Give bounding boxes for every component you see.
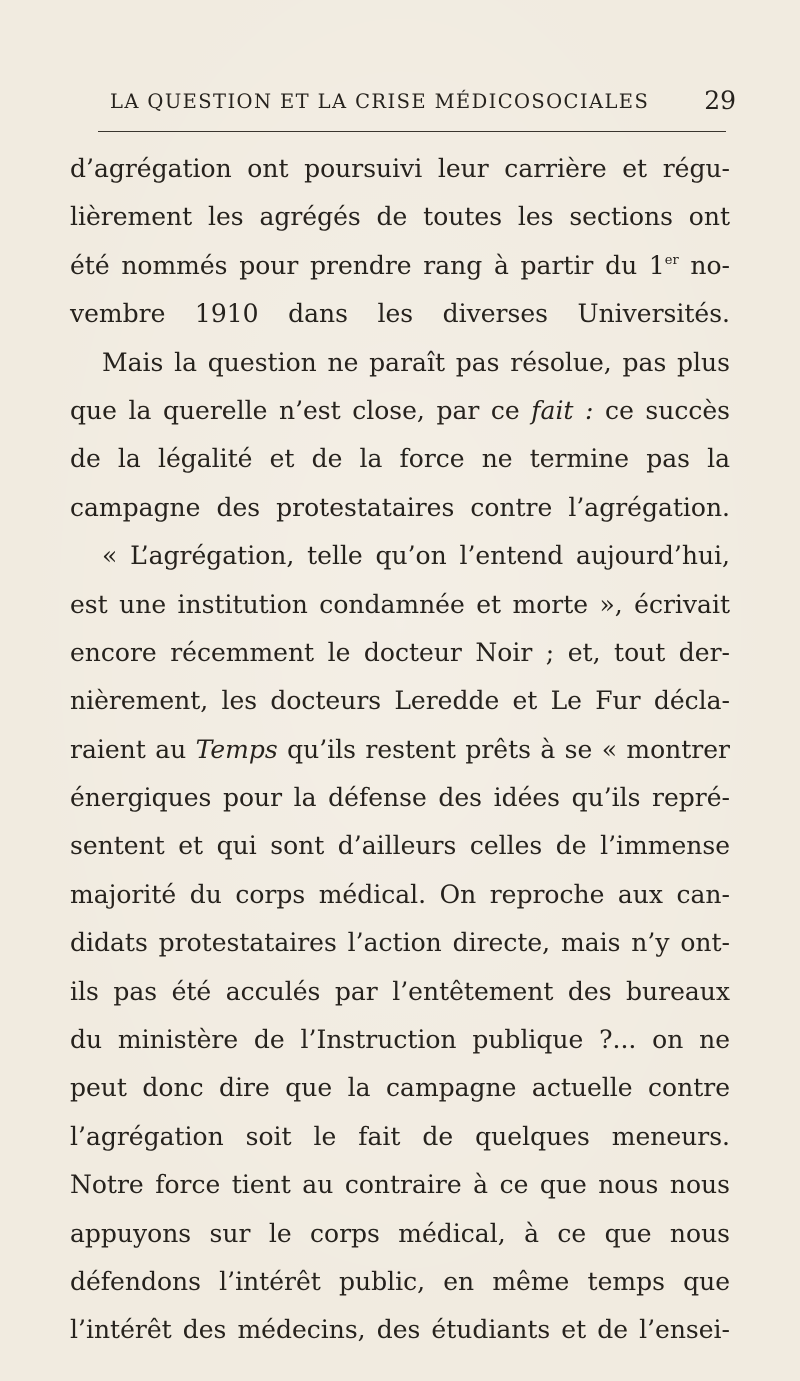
page-number: 29 — [704, 86, 736, 115]
text-line — [70, 532, 730, 580]
line-text: d’agrégation ont poursuivi leur carrière et régu- — [70, 154, 730, 183]
running-title: LA QUESTION ET LA CRISE MÉDICOSOCIALES — [110, 90, 650, 113]
italic-text: Temps — [195, 734, 278, 764]
text-line — [70, 193, 730, 241]
text-line — [70, 1210, 730, 1258]
text-line — [70, 339, 730, 387]
text-line — [70, 1064, 730, 1112]
line-text: nièrement, les docteurs Leredde et Le Fur décla- — [70, 686, 730, 716]
line-text: didats protestataires l’action directe, mais n’y ont- — [70, 928, 730, 958]
line-text: majorité du corps médical. On reproche aux can- — [70, 879, 730, 909]
text-line — [70, 242, 730, 290]
line-text: défendons l’intérêt public, en même temps que — [70, 1266, 730, 1296]
line-text: qu’ils restent prêts à se « montrer — [277, 734, 730, 764]
line-text: encore récemment le docteur Noir ; et, tout der- — [70, 637, 730, 667]
line-text: appuyons sur le corps médical, à ce que nous — [70, 1218, 730, 1248]
text-line — [70, 1306, 730, 1354]
line-text: lièrement les agrégés de toutes les sections ont — [70, 202, 730, 232]
italic-text: fait : — [531, 395, 594, 425]
line-text: du ministère de l’Instruction publique ?... on ne — [70, 1025, 730, 1055]
text-line — [70, 484, 730, 532]
line-text: est une institution condamnée et morte », écrivait — [70, 589, 730, 619]
text-line — [70, 919, 730, 967]
line-text: été nommés pour prendre rang à partir du 1 — [70, 250, 665, 280]
line-text: « L’agrégation, telle qu’on l’entend aujourd’hui, — [102, 541, 730, 571]
line-text: no- — [678, 250, 730, 280]
text-line — [70, 435, 730, 483]
text-line — [70, 1016, 730, 1064]
line-text: campagne des protestataires contre l’agrégation. — [70, 492, 730, 522]
line-text: Mais la question ne paraît pas résolue, pas plus — [102, 347, 730, 377]
superscript-er: er — [664, 252, 679, 268]
line-text: que la querelle n’est close, par ce — [70, 395, 532, 425]
text-line — [70, 822, 730, 870]
text-line — [70, 726, 730, 774]
line-text: ils pas été acculés par l’entêtement des bureaux — [70, 976, 730, 1006]
line-text: peut donc dire que la campagne actuelle contre — [70, 1073, 730, 1103]
text-line — [70, 968, 730, 1016]
text-line — [70, 387, 730, 435]
text-line — [70, 1161, 730, 1209]
line-text: énergiques pour la défense des idées qu’ils repré- — [70, 783, 730, 813]
text-line — [70, 290, 730, 338]
line-text: raient au — [70, 734, 196, 764]
text-line — [70, 1113, 730, 1161]
text-line — [70, 1258, 730, 1306]
body-text — [70, 145, 730, 1355]
running-header — [96, 86, 736, 118]
line-text: sentent et qui sont d’ailleurs celles de l’immense — [70, 831, 730, 861]
line-text: vembre 1910 dans les diverses Universités. — [70, 299, 730, 329]
line-text: l’agrégation soit le fait de quelques meneurs. — [70, 1121, 730, 1151]
text-line — [70, 774, 730, 822]
text-line — [70, 629, 730, 677]
line-text: l’intérêt des médecins, des étudiants et de l’ensei- — [70, 1315, 730, 1345]
line-text: Notre force tient au contraire à ce que nous nous — [70, 1170, 730, 1200]
header-rule — [98, 131, 726, 132]
text-line — [70, 871, 730, 919]
text-line — [70, 677, 730, 725]
line-text: ce succès — [593, 395, 730, 425]
text-line — [70, 581, 730, 629]
line-text: de la légalité et de la force ne termine pas la — [70, 444, 730, 474]
text-line — [70, 145, 730, 193]
